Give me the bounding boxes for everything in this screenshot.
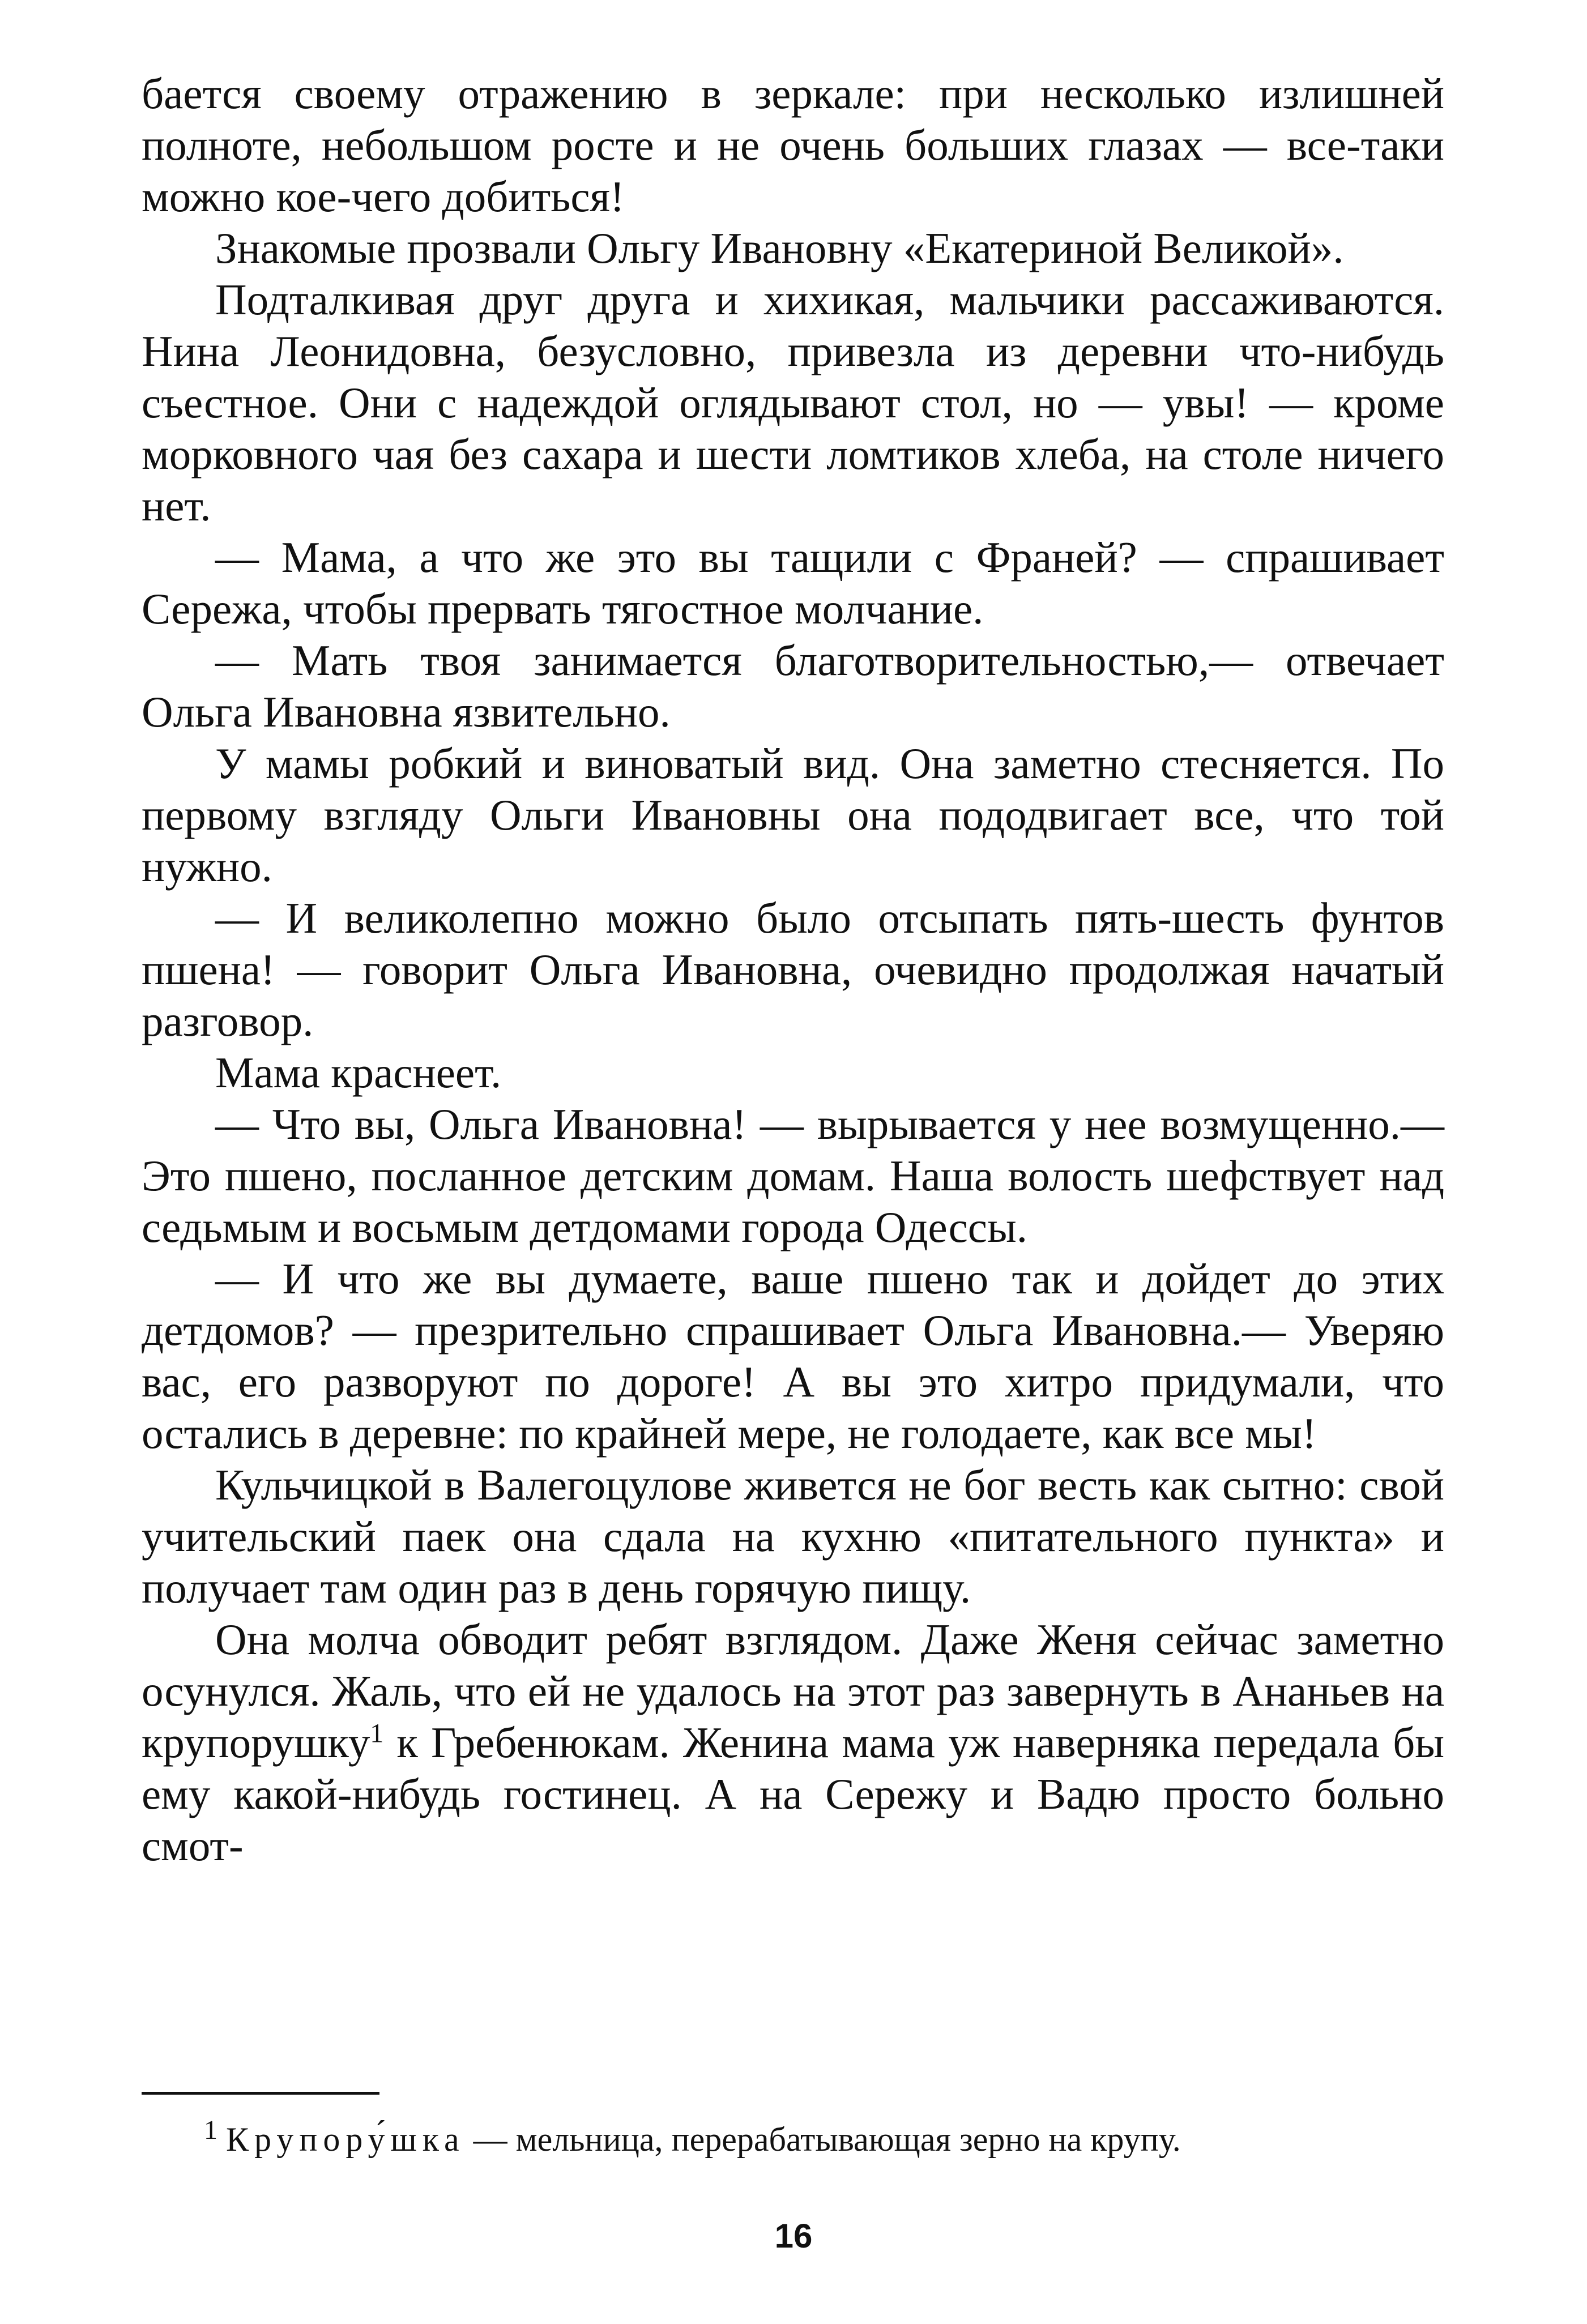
paragraph-3: Подталкивая друг друга и хихикая, мальчики рассаживаются. Нина Леонидовна, безусловно, привезла из деревни что-нибудь съестное. Они с надеждой оглядывают стол, но — увы! — кроме морковного чая без сахара и шести ломтиков хлеба, на столе ничего нет. xyxy=(142,275,1444,530)
paragraph-12-part-1: Она молча обводит ребят взглядом. Даже Женя сейчас заметно осунулся. Жаль, что ей не удалось на этот раз завернуть в Ананьев на крупорушку xyxy=(142,1615,1444,1767)
paragraph-4: — Мама, а что же это вы тащили с Франей? — спрашивает Сережа, чтобы прервать тягостное молчание. xyxy=(142,533,1444,633)
paragraph-12 xyxy=(142,1614,1444,1872)
paragraph-1: бается своему отражению в зеркале: при несколько излишней полноте, небольшом росте и не очень больших глазах — все-таки можно кое-чего добиться! xyxy=(142,69,1444,221)
paragraph-10: — И что же вы думаете, ваше пшено так и дойдет до этих детдомов? — презрительно спрашивает Ольга Ивановна.— Уверяю вас, его разворуют по дороге! А вы это хитро придумали, что остались в деревне: по крайней мере, не голодаете, как все мы! xyxy=(142,1254,1444,1458)
main-text xyxy=(142,68,1444,1872)
paragraph-2: Знакомые прозвали Ольгу Ивановну «Екатериной Великой». xyxy=(215,224,1344,272)
footnote-term: Крупору́шка xyxy=(226,2121,465,2158)
paragraph-6: У мамы робкий и виноватый вид. Она заметно стесняется. По первому взгляду Ольги Ивановны она пододвигает все, что той нужно. xyxy=(142,739,1444,891)
paragraph-5: — Мать твоя занимается благотворительностью,— отвечает Ольга Ивановна язвительно. xyxy=(142,636,1444,736)
footnote-reference: 1 xyxy=(370,1718,384,1749)
footnote-divider xyxy=(142,2092,379,2095)
paragraph-7: — И великолепно можно было отсыпать пять-шесть фунтов пшена! — говорит Ольга Ивановна, очевидно продолжая начатый разговор. xyxy=(142,894,1444,1045)
footnote-marker: 1 xyxy=(204,2115,217,2145)
paragraph-8: Мама краснеет. xyxy=(215,1048,502,1097)
paragraph-11: Кульчицкой в Валегоцулове живется не бог весть как сытно: свой учительский паек она сдала на кухню «питательного пункта» и получает там один раз в день горячую пищу. xyxy=(142,1460,1444,1612)
page-number: 16 xyxy=(774,2217,813,2255)
footnote-definition: — мельница, перерабатывающая зерно на крупу. xyxy=(464,2121,1181,2158)
paragraph-9: — Что вы, Ольга Ивановна! — вырывается у нее возмущенно.— Это пшено, посланное детским домам. Наша волость шефствует над седьмым и восьмым детдомами города Одессы. xyxy=(142,1100,1444,1251)
paragraph-12-part-2: к Гребенюкам. Женина мама уж наверняка передала бы ему какой-нибудь гостинец. А на Сережу и Вадю просто больно смот- xyxy=(142,1718,1444,1870)
footnote xyxy=(142,2115,1444,2161)
